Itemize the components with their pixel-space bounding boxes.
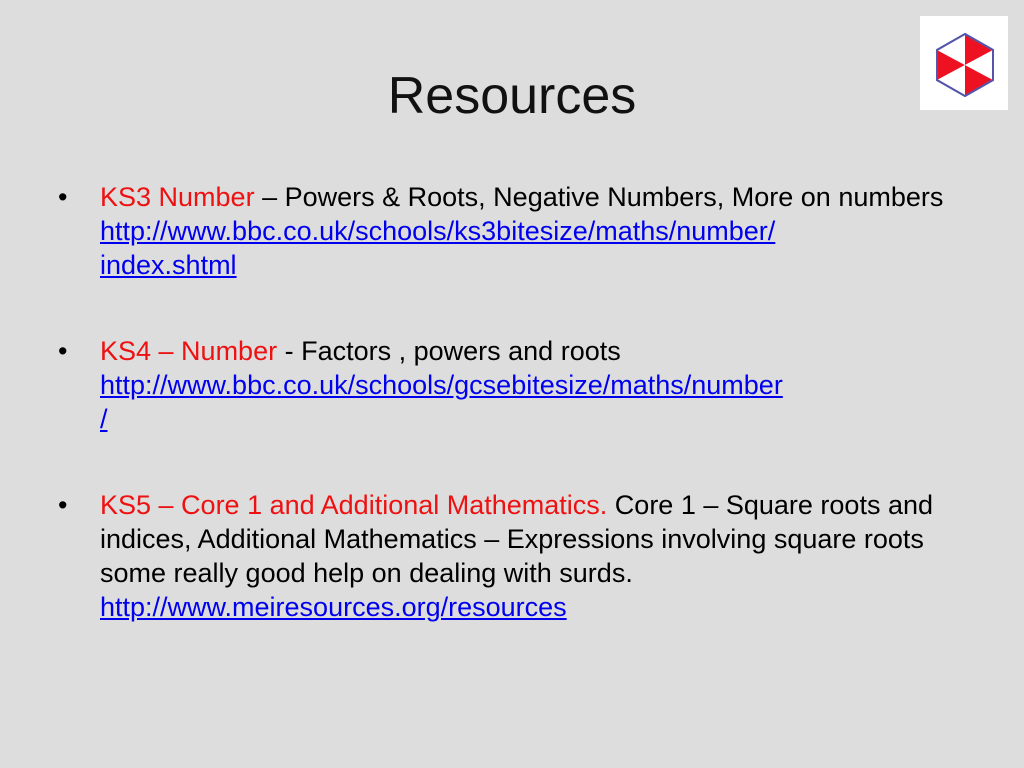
ks4-number-link[interactable] (100, 368, 958, 436)
list-item (58, 334, 958, 436)
link-line-2: index.shtml (100, 250, 237, 280)
bullet-text: Core 1 – Square roots and indices, Additional Mathematics – Expressions involving square roots some really good help on dealing with surds. (100, 490, 933, 588)
mei-resources-link[interactable]: http://www.meiresources.org/resources (100, 592, 567, 622)
bullet-text: - Factors , powers and roots (277, 336, 621, 366)
link-line-2: / (100, 404, 108, 434)
slide-title: Resources (387, 67, 637, 125)
bullet-label: KS5 – Core 1 and Additional Mathematics. (100, 490, 608, 520)
ks3-number-link[interactable] (100, 214, 958, 282)
list-item (58, 488, 958, 624)
bullet-marker: • (58, 490, 68, 520)
bullet-label: KS3 Number (100, 182, 255, 212)
bullet-marker: • (58, 182, 68, 212)
link-line-1: http://www.bbc.co.uk/schools/gcsebitesize/maths/number (100, 370, 783, 400)
bullet-label: KS4 – Number (100, 336, 278, 366)
resource-list (58, 180, 958, 624)
link-line-1: http://www.bbc.co.uk/schools/ks3bitesize/maths/number/ (100, 216, 776, 246)
bullet-text: – Powers & Roots, Negative Numbers, More on numbers (254, 182, 944, 212)
bullet-marker: • (58, 336, 68, 366)
list-item (58, 180, 958, 282)
